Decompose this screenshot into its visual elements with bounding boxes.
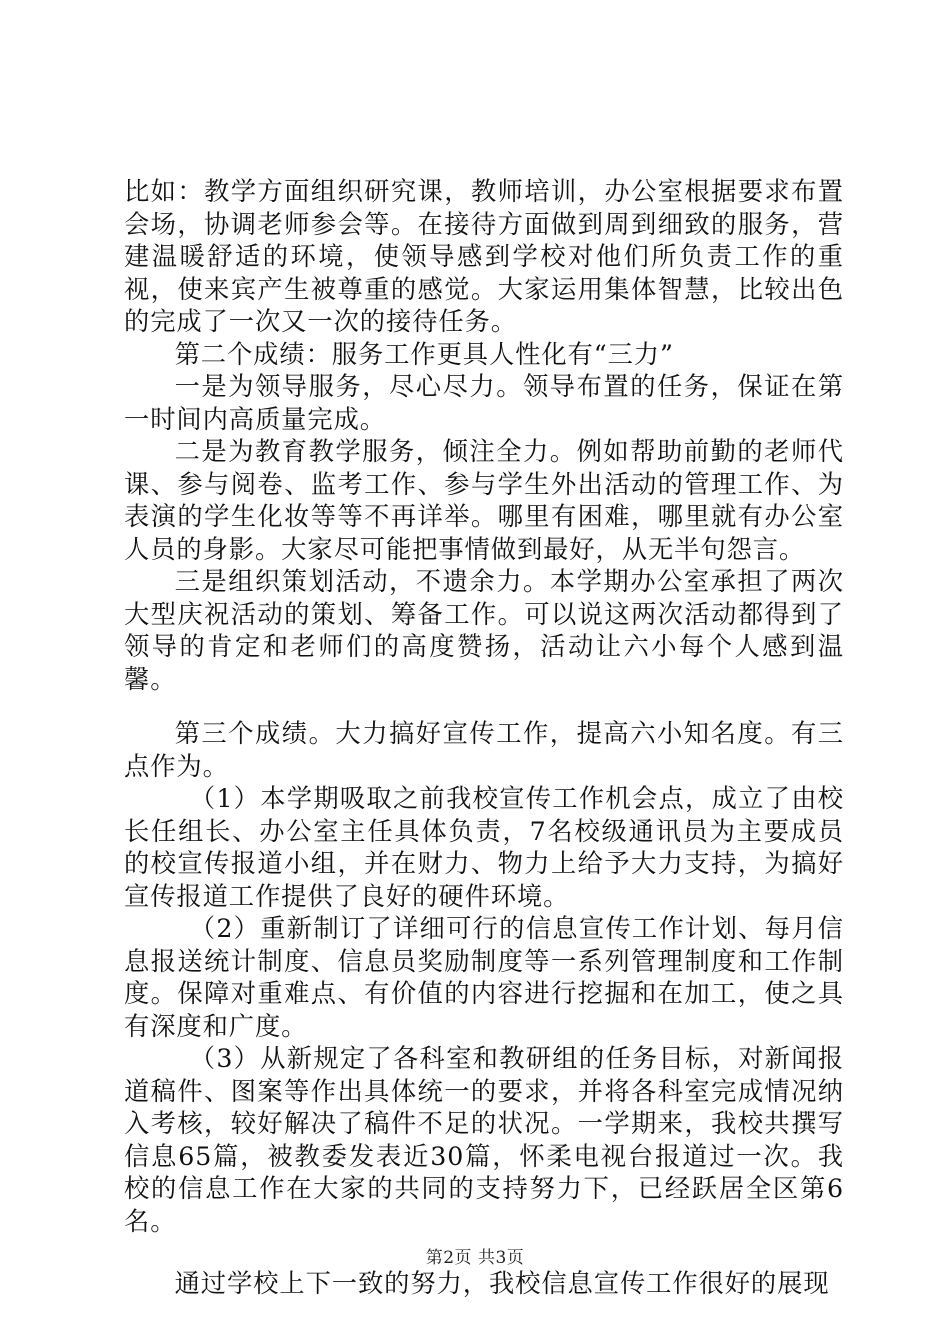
paragraph-third-achievement-heading: 第三个成绩。大力搞好宣传工作，提高六小知名度。有三点作为。 — [124, 719, 844, 781]
paragraph-serve-leaders: 一是为领导服务，尽心尽力。领导布置的任务，保证在第一时间内高质量完成。 — [124, 372, 844, 434]
document-body — [124, 176, 844, 1301]
paragraph-plan-activities: 三是组织策划活动，不遗余力。本学期办公室承担了两次大型庆祝活动的策划、筹备工作。可以说这两次活动都得到了领导的肯定和老师们的高度赞扬，活动让六小每个人感到温馨。 — [124, 567, 844, 694]
paragraph-second-achievement-heading: 第二个成绩：服务工作更具人性化有“三力” — [174, 339, 674, 369]
paragraph-item-3: （3）从新规定了各科室和教研组的任务目标，对新闻报道稿件、图案等作出具体统一的要求，并将各科室完成情况纳入考核，较好解决了稿件不足的状况。一学期来，我校共撰写信息65篇，被教委发表近30篇，怀柔电视台报道过一次。我校的信息工作在大家的共同的支持努力下，已经跃居全区第6名。 — [124, 1044, 844, 1236]
paragraph-serve-teaching: 二是为教育教学服务，倾注全力。例如帮助前勤的老师代课、参与阅卷、监考工作、参与学生外出活动的管理工作、为表演的学生化妆等等不再详举。哪里有困难，哪里就有办公室人员的身影。大家尽可能把事情做到最好，从无半句怨言。 — [124, 437, 844, 564]
page-footer: 第2页 共3页 — [425, 1248, 525, 1268]
paragraph-item-1: （1）本学期吸取之前我校宣传工作机会点，成立了由校长任组长、办公室主任具体负责，7名校级通讯员为主要成员的校宣传报道小组，并在财力、物力上给予大力支持，为搞好宣传报道工作提供了良好的硬件环境。 — [124, 784, 844, 911]
paragraph-conclusion-start: 通过学校上下一致的努力，我校信息宣传工作很好的展现 — [174, 1269, 830, 1298]
paragraph-item-2: （2）重新制订了详细可行的信息宣传工作计划、每月信息报送统计制度、信息员奖励制度等一系列管理制度和工作制度。保障对重难点、有价值的内容进行挖掘和在加工，使之具有深度和广度。 — [124, 914, 844, 1041]
paragraph-reception-summary: 比如：教学方面组织研究课，教师培训，办公室根据要求布置会场，协调老师参会等。在接待方面做到周到细致的服务，营建温暖舒适的环境，使领导感到学校对他们所负责工作的重视，使来宾产生被尊重的感觉。大家运用集体智慧，比较出色的完成了一次又一次的接待任务。 — [124, 177, 844, 336]
